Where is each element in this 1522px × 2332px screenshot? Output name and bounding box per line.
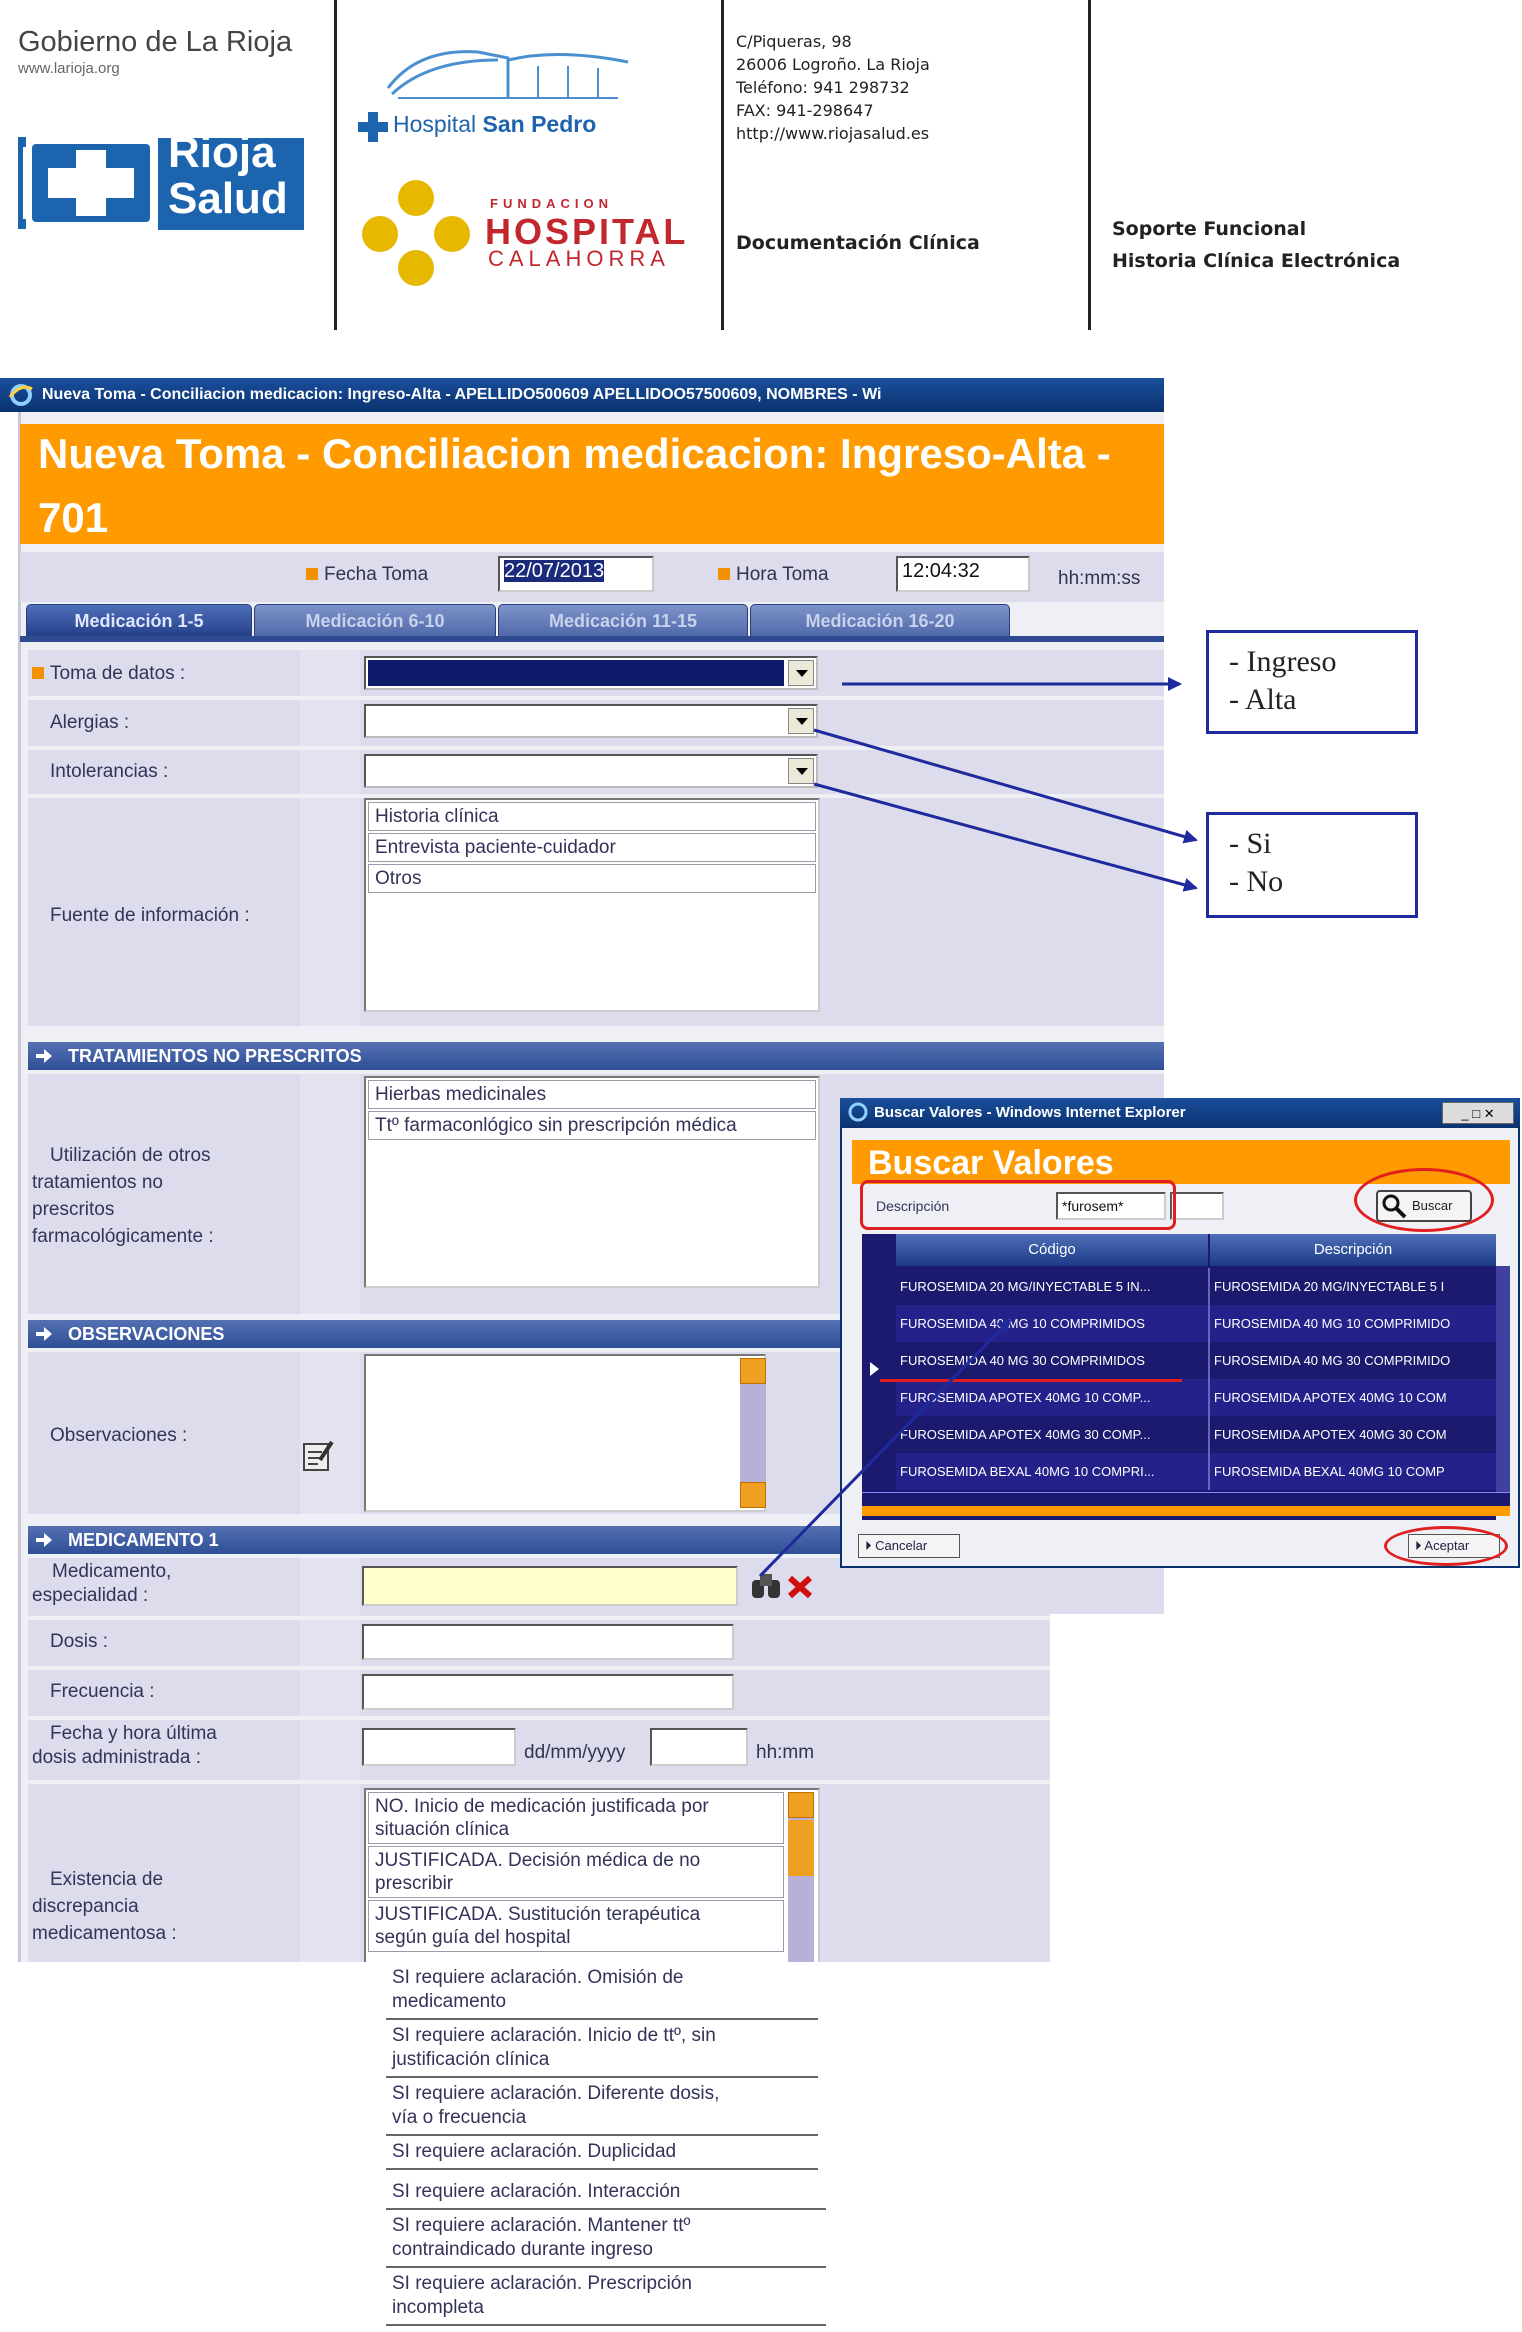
option-line: SI requiere aclaración. Omisión de (392, 1967, 684, 1988)
option-line: JUSTIFICADA. Decisión médica de no (375, 1850, 701, 1871)
callout-line: - Ingreso (1229, 645, 1337, 678)
cancelar-button[interactable]: ⏵ Cancelar (858, 1534, 960, 1558)
frecuencia-input[interactable] (362, 1674, 734, 1710)
rioja-word: Rioja (168, 128, 276, 177)
header-divider-3 (1088, 0, 1091, 330)
row-spacer (300, 1074, 360, 1314)
row-spacer (300, 1558, 360, 1616)
required-marker (32, 667, 44, 679)
address-line: C/Piqueras, 98 (736, 32, 852, 51)
list-item[interactable] (386, 2176, 826, 2210)
label-line: especialidad : (32, 1585, 149, 1606)
search-input[interactable]: *furosem* (1056, 1192, 1166, 1220)
chevron-down-icon[interactable] (788, 708, 814, 734)
option-line: medicamento (392, 1991, 507, 2012)
cancelar-label: Cancelar (875, 1538, 928, 1553)
label-line: tratamientos no (32, 1172, 163, 1193)
toma-de-datos-label (32, 662, 185, 686)
grid-hscrollbar[interactable] (862, 1492, 1510, 1506)
no-prescritos-label (32, 1142, 214, 1250)
header-divider-1 (334, 0, 337, 330)
list-item[interactable] (386, 1962, 818, 2020)
option-line: vía o frecuencia (392, 2107, 527, 2128)
ie-icon (846, 1101, 870, 1123)
descripcion-cell: FUROSEMIDA 20 MG/INYECTABLE 5 I (1214, 1279, 1445, 1294)
table-row[interactable] (896, 1342, 1496, 1379)
historia-clinica-electronica: Historia Clínica Electrónica (1112, 250, 1401, 272)
list-item[interactable] (368, 1792, 784, 1844)
arrow-right-icon (34, 1530, 54, 1550)
soporte-funcional: Soporte Funcional (1112, 218, 1307, 240)
fundacion-label: FUNDACION (490, 196, 613, 211)
medicamento-input[interactable] (362, 1566, 738, 1606)
fecha-value: 22/07/2013 (504, 560, 605, 582)
hora-toma-input[interactable]: 12:04:32 (896, 556, 1030, 592)
scroll-down-button[interactable] (740, 1482, 766, 1508)
buscar-label: Buscar (1412, 1198, 1453, 1213)
list-item[interactable]: Entrevista paciente-cuidador (368, 833, 816, 862)
alergias-select[interactable] (364, 704, 818, 738)
row-spacer (300, 798, 360, 1026)
option-line: incompleta (392, 2297, 484, 2318)
callout-line: - Si (1229, 827, 1272, 860)
option-line: contraindicado durante ingreso (392, 2239, 653, 2260)
gobierno-title: Gobierno de La Rioja (18, 26, 293, 58)
callout-line: - No (1229, 865, 1284, 898)
table-row[interactable] (896, 1268, 1496, 1305)
hospital-cross-icon (358, 112, 388, 142)
table-row[interactable] (896, 1416, 1496, 1453)
list-item[interactable] (368, 1900, 784, 1952)
aceptar-button[interactable]: ⏵ Aceptar (1408, 1534, 1500, 1558)
column-divider (1208, 1268, 1210, 1305)
observaciones-textarea[interactable] (364, 1354, 766, 1512)
codigo-cell: FUROSEMIDA BEXAL 40MG 10 COMPRI... (900, 1464, 1155, 1479)
label-line: Utilización de otros (50, 1145, 211, 1166)
hora-toma-label (718, 564, 829, 586)
binoculars-search-icon[interactable] (750, 1572, 782, 1600)
tab-medicacion-1-5[interactable]: Medicación 1-5 (26, 604, 252, 638)
frecuencia-label: Frecuencia : (50, 1681, 155, 1702)
fax-line: FAX: 941-298647 (736, 101, 874, 120)
section-title: OBSERVACIONES (68, 1324, 225, 1344)
medicamento-label (32, 1560, 171, 1608)
option-line: SI requiere aclaración. Interacción (392, 2181, 681, 2202)
toma-de-datos-select[interactable] (364, 656, 818, 690)
calahorra-dots-logo (358, 178, 474, 286)
grid-footer-band (862, 1506, 1510, 1516)
list-item[interactable] (386, 2136, 818, 2170)
hospital-prefix: Hospital (393, 111, 477, 137)
chevron-down-icon[interactable] (788, 660, 814, 686)
header-divider-2 (721, 0, 724, 330)
option-line: justificación clínica (392, 2049, 550, 2070)
label-line: discrepancia (32, 1896, 139, 1917)
row-spacer (300, 750, 360, 794)
popup-heading: Buscar Valores (868, 1144, 1114, 1182)
edit-note-icon[interactable] (302, 1438, 334, 1472)
fecha-ultima-date-input[interactable] (362, 1728, 516, 1766)
page-title-id: 701 (38, 494, 109, 541)
callout-ingreso-alta (1206, 630, 1418, 734)
hora-format-hint: hh:mm:ss (1058, 568, 1141, 589)
option-line: según guía del hospital (375, 1927, 571, 1948)
grid-scrollbar[interactable] (1496, 1266, 1510, 1492)
column-divider (1208, 1305, 1210, 1342)
delete-x-icon[interactable] (786, 1574, 814, 1600)
section-title: MEDICAMENTO 1 (68, 1530, 219, 1550)
list-item[interactable]: Otros (368, 864, 816, 893)
label-line: Existencia de (50, 1869, 164, 1890)
table-row[interactable] (896, 1453, 1496, 1490)
time-format-hint: hh:mm (756, 1742, 815, 1763)
fecha-toma-label (306, 564, 428, 586)
table-row[interactable] (896, 1379, 1496, 1416)
fuente-listbox[interactable] (364, 798, 820, 1012)
window-controls[interactable]: _ □ ✕ (1442, 1102, 1514, 1124)
option-line: SI requiere aclaración. Inicio de ttº, sin (392, 2025, 716, 2046)
fuente-label: Fuente de información : (50, 905, 250, 926)
label-line: farmacológicamente : (32, 1226, 214, 1247)
col-descripcion-header[interactable]: Descripción (1210, 1234, 1496, 1266)
chevron-down-icon[interactable] (788, 758, 814, 784)
codigo-cell: FUROSEMIDA 40 MG 30 COMPRIMIDOS (900, 1353, 1145, 1368)
highlight-buscar (1354, 1168, 1494, 1232)
discrepancia-label (32, 1866, 177, 1947)
required-marker (306, 568, 318, 580)
page-background (1050, 1614, 1522, 1974)
search-input-extra[interactable] (1170, 1192, 1224, 1220)
column-divider (1208, 1379, 1210, 1416)
scroll-up-button[interactable] (740, 1358, 766, 1384)
descripcion-cell: FUROSEMIDA APOTEX 40MG 10 COM (1214, 1390, 1447, 1405)
option-line: SI requiere aclaración. Mantener ttº (392, 2215, 691, 2236)
hora-label-text: Hora Toma (736, 564, 829, 585)
list-item[interactable]: Hierbas medicinales (368, 1080, 816, 1109)
no-prescritos-listbox[interactable] (364, 1076, 820, 1288)
descripcion-cell: FUROSEMIDA APOTEX 40MG 30 COM (1214, 1427, 1447, 1442)
calahorra-label: CALAHORRA (488, 246, 670, 271)
tab-medicacion-11-15[interactable]: Medicación 11-15 (498, 604, 748, 638)
list-item[interactable] (386, 2020, 818, 2078)
ie-icon (8, 383, 34, 407)
rioja-salud-text (168, 130, 288, 222)
row-spacer (300, 1784, 360, 1962)
callout-line: - Alta (1229, 683, 1297, 716)
list-item[interactable]: Historia clínica (368, 802, 816, 831)
table-row[interactable] (896, 1305, 1496, 1342)
row-spacer (300, 1670, 360, 1716)
hospital-san-pedro-text (393, 111, 596, 138)
fecha-toma-input[interactable] (498, 556, 654, 592)
column-divider (1208, 1342, 1210, 1379)
option-line: JUSTIFICADA. Sustitución terapéutica (375, 1904, 701, 1925)
tab-medicacion-16-20[interactable]: Medicación 16-20 (750, 604, 1010, 638)
list-item[interactable] (386, 2268, 826, 2326)
hospital-name: San Pedro (482, 111, 597, 137)
discrepancia-options-continued-2 (386, 2176, 826, 2326)
hospital-label: HOSPITAL (485, 211, 689, 252)
row-spacer (300, 700, 360, 746)
highlight-search-box (860, 1180, 1176, 1230)
list-item[interactable] (386, 2078, 818, 2136)
intolerancias-select[interactable] (364, 754, 818, 788)
dosis-label: Dosis : (50, 1631, 109, 1652)
fecha-ultima-time-input[interactable] (650, 1728, 748, 1766)
list-item[interactable]: Ttº farmaconlógico sin prescripción médica (368, 1111, 816, 1140)
discrepancia-options-continued (386, 1962, 818, 2170)
col-codigo-header[interactable]: Código (896, 1234, 1208, 1266)
section-title: TRATAMIENTOS NO PRESCRITOS (68, 1046, 362, 1066)
descripcion-label: Descripción (876, 1198, 950, 1214)
option-line: SI requiere aclaración. Diferente dosis, (392, 2083, 720, 2104)
descripcion-cell: FUROSEMIDA 40 MG 30 COMPRIMIDO (1214, 1353, 1451, 1368)
documentacion-clinica: Documentación Clínica (736, 232, 980, 254)
option-line: prescribir (375, 1873, 454, 1894)
dosis-input[interactable] (362, 1624, 734, 1660)
address-line: 26006 Logroño. La Rioja (736, 55, 930, 74)
codigo-cell: FUROSEMIDA APOTEX 40MG 30 COMP... (900, 1427, 1151, 1442)
highlight-underline (880, 1379, 1182, 1382)
alergias-label: Alergias : (50, 712, 130, 733)
descripcion-cell: FUROSEMIDA BEXAL 40MG 10 COMP (1214, 1464, 1445, 1479)
label-line: prescritos (32, 1199, 115, 1220)
date-format-hint: dd/mm/yyyy (524, 1742, 626, 1763)
required-marker (718, 568, 730, 580)
phone-line: Teléfono: 941 298732 (736, 78, 910, 97)
column-divider (1208, 1416, 1210, 1453)
highlight-aceptar (1384, 1526, 1508, 1566)
aceptar-label: Aceptar (1424, 1538, 1470, 1553)
scroll-thumb[interactable] (788, 1820, 814, 1876)
row-spacer (300, 1620, 360, 1666)
address-block (736, 30, 930, 145)
salud-word: Salud (168, 174, 288, 223)
observaciones-label: Observaciones : (50, 1425, 188, 1446)
tab-medicacion-6-10[interactable]: Medicación 6-10 (254, 604, 496, 638)
arrow-right-icon (34, 1046, 54, 1066)
selected-highlight (368, 660, 784, 686)
label-line: Fecha y hora última (50, 1723, 217, 1744)
scroll-up-button[interactable] (788, 1792, 814, 1818)
intolerancias-label: Intolerancias : (50, 761, 169, 782)
descripcion-cell: FUROSEMIDA 40 MG 10 COMPRIMIDO (1214, 1316, 1451, 1331)
list-item[interactable] (386, 2210, 826, 2268)
popup-titlebar: Buscar Valores - Windows Internet Explorer (840, 1098, 1520, 1128)
codigo-cell: FUROSEMIDA 20 MG/INYECTABLE 5 IN... (900, 1279, 1151, 1294)
section-tratamientos-no-prescritos (28, 1042, 1164, 1070)
fecha-ultima-label (32, 1722, 217, 1770)
gobierno-url: www.larioja.org (18, 60, 120, 77)
row-spacer (300, 1352, 360, 1514)
label-line: Medicamento, (52, 1561, 172, 1582)
hospital-building-logo (358, 38, 648, 100)
window-titlebar: Nueva Toma - Conciliacion medicacion: Ingreso-Alta - APELLIDO500609 APELLIDOO57500609, NOMBRES - Wi (0, 378, 1164, 412)
option-line: SI requiere aclaración. Duplicidad (392, 2141, 677, 2162)
row-spacer (300, 650, 360, 696)
tab-underline (20, 636, 1164, 642)
option-line: NO. Inicio de medicación justificada por (375, 1796, 709, 1817)
label-line: medicamentosa : (32, 1923, 177, 1944)
codigo-cell: FUROSEMIDA APOTEX 40MG 10 COMP... (900, 1390, 1151, 1405)
option-line: situación clínica (375, 1819, 510, 1840)
column-divider (1208, 1453, 1210, 1490)
fecha-label-text: Fecha Toma (324, 564, 429, 585)
label-line: dosis administrada : (32, 1747, 201, 1768)
arrow-right-icon (34, 1324, 54, 1344)
codigo-cell: FUROSEMIDA 40 MG 10 COMPRIMIDOS (900, 1316, 1145, 1331)
row-pointer-icon (870, 1362, 879, 1376)
website-line: http://www.riojasalud.es (736, 124, 930, 143)
toma-label-text: Toma de datos : (50, 663, 186, 684)
option-line: SI requiere aclaración. Prescripción (392, 2273, 692, 2294)
discrepancia-listbox[interactable] (364, 1788, 820, 1962)
row-spacer (300, 1720, 360, 1780)
page-title: Nueva Toma - Conciliacion medicacion: Ingreso-Alta - (38, 430, 1111, 477)
list-item[interactable] (368, 1846, 784, 1898)
callout-si-no (1206, 812, 1418, 918)
